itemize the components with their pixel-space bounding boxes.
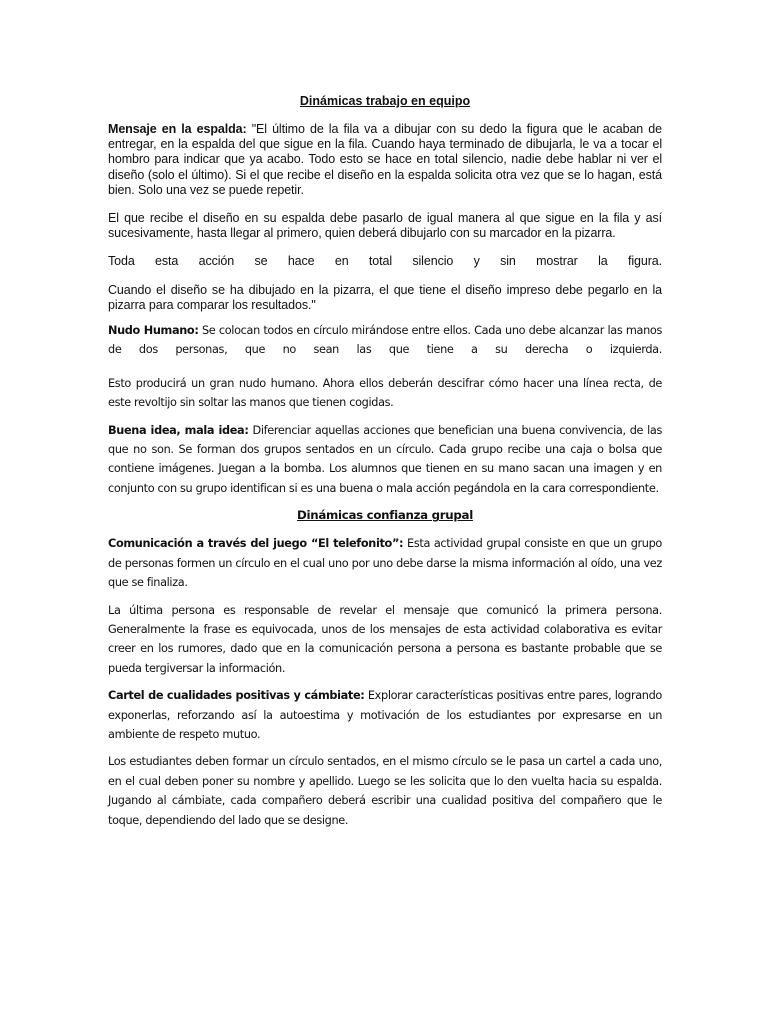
label-cartel: Cartel de cualidades positivas y cámbiate: <box>108 689 365 703</box>
document-page <box>108 92 662 838</box>
section-title-confianza-grupal: Dinámicas confianza grupal <box>297 508 473 523</box>
paragraph-cartel-2: Los estudiantes deben formar un círculo sentados, en el mismo círculo se le pasa un cartel a cada uno, en el cual deben poner su nombre y apellido. Luego se les solicita que lo den vuelta hacia su espalda. Jugando al cámbiate, cada compañero deberá escribir una cualidad positiva del compañero que le toque, dependiendo del lado que se designe. <box>108 755 662 827</box>
label-telefonito: Comunicación a través del juego “El telefonito”: <box>108 537 404 551</box>
section-title-trabajo-equipo: Dinámicas trabajo en equipo <box>299 94 471 108</box>
paragraph-telefonito-2: La última persona es responsable de revelar el mensaje que comunicó la primera persona. Generalmente la frase es equivocada, unos de los mensajes de esta actividad colaborativa es evitar creer en los rumores, dado que en la comunicación persona a persona es bastante probable que se pueda tergiversar la información. <box>108 603 662 675</box>
text-buena-idea: Diferenciar aquellas acciones que benefician una buena convivencia, de las que no son. Se forman dos grupos sentados en un círculo. Cada grupo recibe una caja o bolsa que contiene imágenes. Juegan a la bomba. Los alumnos que tienen en su mano sacan una imagen y en conjunto con su grupo identifican si es una buena o mala acción pegándola en la cara correspondiente. <box>108 423 662 495</box>
paragraph-cartel <box>108 686 662 744</box>
label-nudo-humano: Nudo Humano: <box>108 324 199 338</box>
text-cartel: Explorar características positivas entre pares, logrando exponerlas, reforzando así la autoestima y motivación de los estudiantes por expresarse en un ambiente de respeto mutuo. <box>108 689 662 741</box>
text-telefonito: Esta actividad grupal consiste en que un grupo de personas formen un círculo en el cual uno por uno debe darse la misma información al oído, una vez que se finaliza. <box>108 537 662 590</box>
paragraph-mensaje-4: Cuando el diseño se ha dibujado en la pizarra, el que tiene el diseño impreso debe pegarlo en la pizarra para comparar los resultados." <box>108 282 662 312</box>
paragraph-nudo-2: Esto producirá un gran nudo humano. Ahora ellos deberán descifrar cómo hacer una línea recta, de este revoltijo sin soltar las manos que tienen cogidas. <box>108 376 662 410</box>
paragraph-mensaje-3: Toda esta acción se hace en total silencio y sin mostrar la figura. <box>108 254 662 269</box>
paragraph-mensaje-2: El que recibe el diseño en su espalda debe pasarlo de igual manera al que sigue en la fila y así sucesivamente, hasta llegar al primero, quien deberá dibujarlo con su marcador en la pizarra. <box>108 211 662 241</box>
label-buena-idea: Buena idea, mala idea: <box>108 423 249 437</box>
paragraph-nudo-humano <box>108 321 662 360</box>
text-mensaje-espalda: "El último de la fila va a dibujar con su dedo la figura que le acaban de entregar, en la espalda del que sigue en la fila. Cuando haya terminado de dibujarla, le va a tocar el hombro para indicar que ya acabo. Todo esto se hace en total silencio, nadie debe hablar ni ver el diseño (solo el último). Si el que recibe el diseño en la espalda solicita otra vez que se lo hagan, está bien. Solo una vez se puede repetir. <box>108 122 662 197</box>
paragraph-telefonito <box>108 534 662 592</box>
paragraph-mensaje-espalda <box>108 122 662 198</box>
label-mensaje-espalda: Mensaje en la espalda: <box>108 122 247 136</box>
text-nudo-humano: Se colocan todos en círculo mirándose entre ellos. Cada uno debe alcanzar las manos de dos personas, que no sean las que tiene a su derecha o izquierda. <box>108 324 662 357</box>
paragraph-buena-idea <box>108 421 662 499</box>
